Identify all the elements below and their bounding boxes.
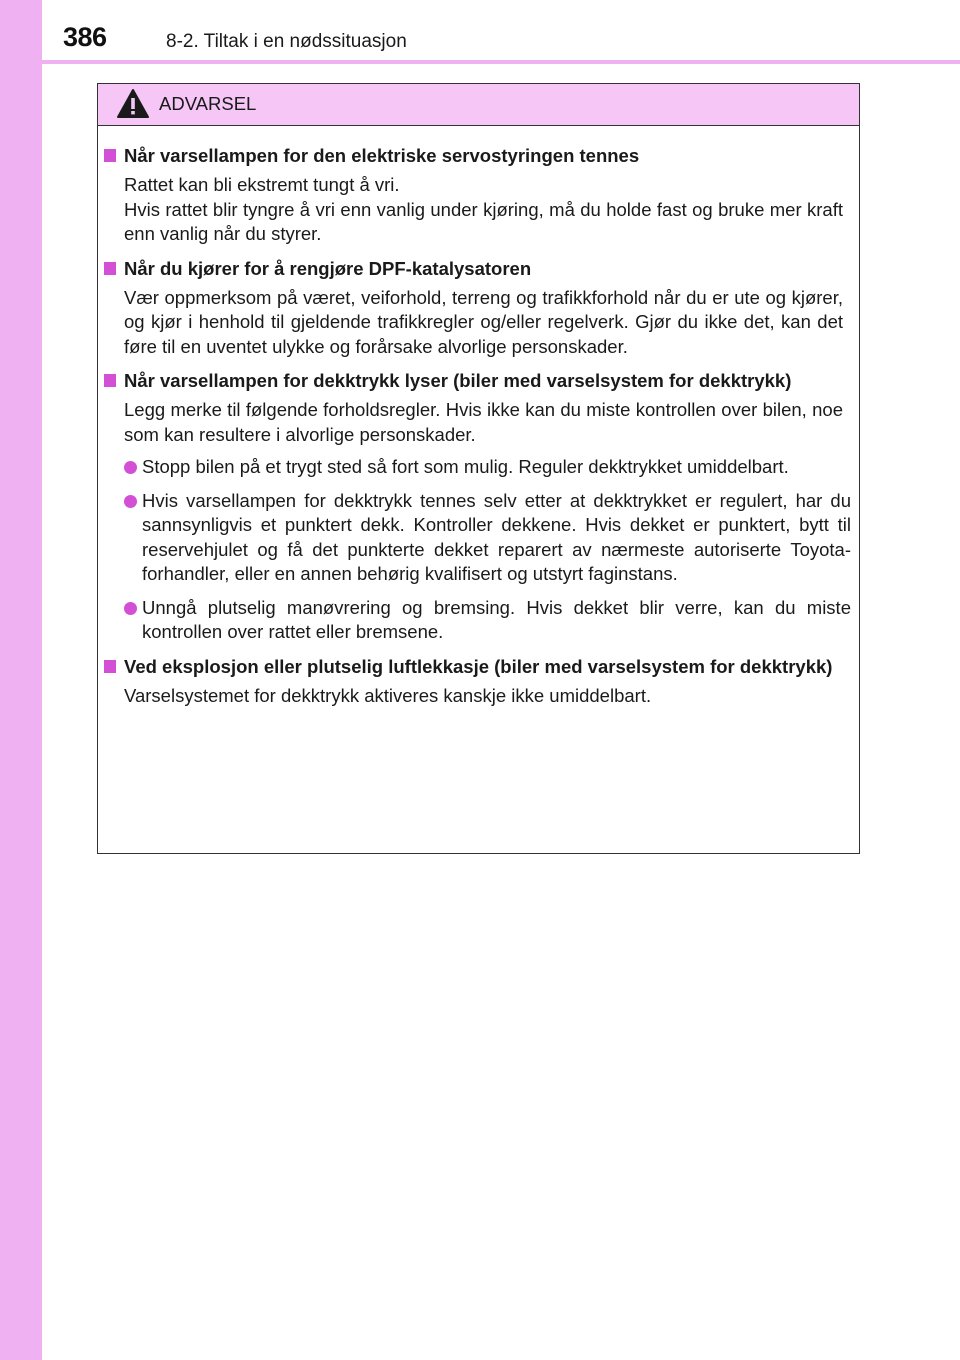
bullet-list bbox=[122, 455, 851, 645]
section-title: 8-2. Tiltak i en nødssituasjon bbox=[166, 31, 407, 52]
item-text bbox=[124, 173, 843, 247]
paragraph: Legg merke til følgende forholdsregler. Hvis ikke kan du miste kontrollen over bilen, noe som kan resultere i alvorlige personskader. bbox=[124, 399, 843, 445]
square-bullet-icon bbox=[104, 374, 116, 387]
square-bullet-icon bbox=[104, 149, 116, 162]
item-heading bbox=[104, 257, 851, 281]
item-text bbox=[124, 684, 843, 709]
warning-item bbox=[104, 369, 851, 645]
item-heading bbox=[104, 144, 851, 168]
item-heading bbox=[104, 369, 851, 393]
warning-label: ADVARSEL bbox=[159, 93, 257, 114]
paragraph: Rattet kan bli ekstremt tungt å vri. bbox=[124, 174, 400, 195]
warning-triangle-icon bbox=[116, 88, 150, 119]
item-heading bbox=[104, 655, 851, 679]
warning-item bbox=[104, 144, 851, 247]
item-heading-text: Når varsellampen for den elektriske servostyringen tennes bbox=[124, 145, 640, 166]
square-bullet-icon bbox=[104, 660, 116, 673]
bullet-item bbox=[122, 489, 851, 587]
paragraph: Varselsystemet for dekktrykk aktiveres kanskje ikke umiddelbart. bbox=[124, 684, 652, 706]
item-heading-text: Når varsellampen for dekktrykk lyser (biler med varselsystem for dekktrykk) bbox=[124, 370, 792, 391]
bullet-text: Unngå plutselig manøvrering og bremsing. Hvis dekket blir verre, kan du miste kontrollen over rattet eller bremsene. bbox=[142, 596, 851, 642]
paragraph: Hvis rattet blir tyngre å vri enn vanlig under kjøring, må du holde fast og bruke mer kraft enn vanlig når du styrer. bbox=[124, 198, 843, 244]
bullet-text: Stopp bilen på et trygt sted så fort som mulig. Reguler dekktrykket umiddelbart. bbox=[142, 456, 789, 477]
item-heading-text: Ved eksplosjon eller plutselig luftlekkasje (biler med varselsystem for dekktrykk) bbox=[124, 655, 833, 677]
header-rule bbox=[42, 60, 960, 64]
round-bullet-icon bbox=[124, 602, 137, 615]
square-bullet-icon bbox=[104, 262, 116, 275]
bullet-item bbox=[122, 596, 851, 645]
page-number: 386 bbox=[63, 22, 107, 52]
bullet-text: Hvis varsellampen for dekktrykk tennes selv etter at dekktrykket er regulert, har du sannsynligvis et punktert dekk. Kontroller dekkene. Hvis dekket er punktert, bytt til reservehjulet og få det punkterte dekket reparert av nærmeste autoriserte Toyota-forhandler, eller en annen behørig kvalifisert og utstyrt faginstans. bbox=[142, 489, 851, 584]
paragraph: Vær oppmerksom på været, veiforhold, terreng og trafikkforhold når du er ute og kjører, og kjør i henhold til gjeldende trafikkregler og/eller regelverk. Gjør du ikke det, kan det føre til en uventet ulykke og forårsake alvorlige personskader. bbox=[124, 286, 843, 357]
item-text bbox=[124, 286, 843, 360]
warning-body bbox=[98, 126, 859, 708]
item-text bbox=[124, 398, 843, 447]
bullet-item bbox=[122, 455, 851, 480]
round-bullet-icon bbox=[124, 495, 137, 508]
warning-item bbox=[104, 655, 851, 709]
warning-item bbox=[104, 257, 851, 360]
warning-box bbox=[97, 83, 860, 854]
round-bullet-icon bbox=[124, 461, 137, 474]
side-color-band bbox=[0, 0, 42, 1360]
warning-header bbox=[98, 84, 859, 126]
item-heading-text: Når du kjører for å rengjøre DPF-katalysatoren bbox=[124, 257, 532, 279]
